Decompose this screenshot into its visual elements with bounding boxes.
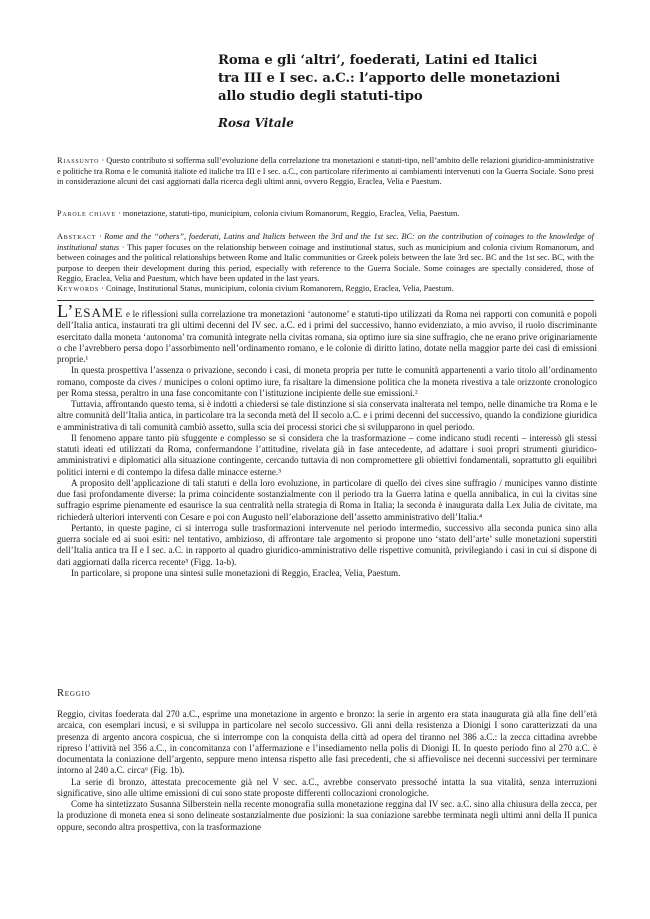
separator-line [57,300,594,301]
abstract [57,232,594,285]
title-line-3: allo studio degli statuti-tipo [218,89,423,104]
dropcap-opening: L’esame [57,301,124,321]
riassunto [57,156,594,188]
parole-chiave [57,209,594,220]
abstract-text: · This paper focuses on the relationship between coinage and institutional status, such as municipium and colonia civium Romanorum, and between coinages and the political relationships between Rome and Italic communities or Greek poleis between the late 3rd sec. BC and the 1st sec. BC, with the purpose to deepen their development during this period, especially with reference to the Guerra Sociale. Some coinages are specially considered, those of Reggio, Eraclea, Velia and Paestum, which have been updated in the last years. [57,242,594,284]
section-paragraph-1: Reggio, civitas foederata dal 270 a.C., esprime una monetazione in argento e bronzo: la serie in argento era stata inaugurata già alla fine dell’età arcaica, con esemplari incusi, e si sviluppa in particolare nel secolo successivo. Gli anni della resistenza a Dionigi I sono caratterizzati da una presenza di argento ancora cospicua, che si interrompe con la conquista della città ad opera del tiranno nel 386 a.C.: la zecca cittadina avrebbe ripreso l’attività nel 356 a.C., in concomitanza con l’affermazione e l’insediamento nella polis di Dionigi II. In questo periodo fino al 270 a.C. è documentata la coniazione dell’argento, seppure meno intensa rispetto alle fasi precedenti, che si affievolisce nei decenni successivi per terminare intorno al 240 a.C. circa⁶ (Fig. 1b). [57,709,597,776]
section-heading-reggio: Reggio [57,688,91,699]
body-paragraph-5: A proposito dell’applicazione di tali statuti e della loro evoluzione, in particolare di quello dei cives sine suffragio / municipes vanno distinte due fasi profondamente diverse: la prima coincidente sostanzialmente con il periodo tra la Guerra latina e quella annibalica, in cui la civitas sine suffragio esprime pienamente ed esaurisce la sua centralità nella strategia di Roma in Italia; la seconda è inaugurata dalla Lex Julia de civitate, ma richiederà ulteriori interventi con Cesare e poi con Augusto nell’elaborazione dell’assetto amministrativo dell’Italia.⁴ [57,477,597,522]
section-body [57,709,597,833]
parole-chiave-label: Parole chiave [57,209,116,218]
author-name: Rosa Vitale [218,116,294,130]
riassunto-label: Riassunto [57,156,100,165]
body-paragraph-2: In questa prospettiva l’assenza o privazione, secondo i casi, di moneta propria per tutte le comunità appartenenti a vario titolo all’ordinamento romano, composte da cives / municipes o coloni optimo iure, fa risaltare la dimensione politica che la moneta rivestiva a tale orizzonte cronologico per Roma stessa, peraltro in una fase concomitante con l’istituzione incipiente delle sue emissioni.² [57,365,597,398]
body-paragraph-4: Il fenomeno appare tanto più sfuggente e complesso se si considera che la trasformazione – come indicano studi recenti – interessò gli stessi statuti ideati ed utilizzati da Roma, confermandone l’attitudine, rivelata già in fase antecedente, ad adattare i suoi propri strumenti giuridico-amministrativi e diplomatici alla situazione contingente, cercando tuttavia di non compromettere gli obiettivi fondamentali, soprattutto gli equilibri politici interni e di contempo la difesa dalle minacce esterne.³ [57,432,597,477]
parole-chiave-text: · monetazione, statuti-tipo, municipium, colonia civium Romanorum, Reggio, Eraclea, Velia, Paestum. [115,209,460,218]
main-body [57,301,597,579]
keywords-label: Keywords [57,284,100,293]
abstract-title: · Rome and the “others”, foederati, Latins and Italicts between the 3rd and the 1st sec. BC: on the contribution of coinages to the knowledge of institutional status [57,232,594,252]
body-paragraph-6: Pertanto, in queste pagine, ci si interroga sulle trasformazioni intervenute nel periodo intermedio, successivo alla seconda punica sino alla guerra sociale ed ai suoi esiti: nel tentativo, ambizioso, di affrontare tale argomento si propone uno ‘stato dell’arte’ sulle monetazioni superstiti dell’Italia antica tra II e I sec. a.C. in rapporto al quadro giuridico-amministrativo delle rispettive comunità, privilegiando i casi in cui si dispone di dati aggiornati dalla ricerca recente⁵ (Figg. 1a-b). [57,522,597,567]
riassunto-text: · Questo contributo si sofferma sull’evoluzione della correlazione tra monetazioni e statuti-tipo, nell’ambito delle relazioni giuridico-amministrative e politiche tra Roma e le comunità italiote ed italiche tra III e I sec. a.C., con particolare riferimento ai cambiamenti intervenuti con la Guerra Sociale. Sono presi in considerazione alcuni dei casi aggiornati dalla ricerca degli ultimi anni, ovvero Reggio, Eraclea, Velia e Paestum. [57,156,594,187]
abstract-label: Abstract [57,232,97,241]
body-paragraph-7: In particolare, si propone una sintesi sulle monetazioni di Reggio, Eraclea, Velia, Paestum. [71,567,401,578]
title-line-2: tra III e I sec. a.C.: l’apporto delle monetazioni [218,71,561,86]
body-paragraph-1: L’esame e le riflessioni sulla correlazione tra monetazioni ‘autonome’ e statuti-tipo utilizzati da Roma nei rapporti con comunità e popoli dell’Italia antica, instaurati tra gli ultimi decenni del IV sec. a.C. ed i primi del successivo, hanno evidenziato, a mio avviso, il ruolo discriminante esercitato dalla moneta ‘autonoma’ tra comunità integrate nella civitas romana, sia optimo iure sia sine suffragio, che ne erano prive originariamente o che l’avrebbero persa dopo l’assorbimento nell’ordinamento romano, e le colonie di diritto latino, dotate nella maggior parte dei casi di emissioni proprie.¹ [57,301,597,364]
title-line-1: Roma e gli ‘altri’, foederati, Latini ed Italici [218,53,538,68]
title-block [218,52,618,130]
body-paragraph-3: Tuttavia, affrontando questo tema, si è indotti a chiedersi se tale distinzione si sia conservata inalterata nel tempo, nelle dinamiche tra Roma e le altre comunità dell’Italia antica, in particolare tra la seconda metà del II secolo a.C. e i primi decenni del successivo, quando la condizione giuridica e amministrativa di tali comunità cambiò assetto, sulla scia dei processi storici che si svilupparono in quel periodo. [57,399,597,432]
section-paragraph-2: La serie di bronzo, attestata precocemente già nel V sec. a.C., avrebbe conservato pressoché intatta la sua vitalità, senza interruzioni significative, sino alle ultime emissioni di cui sono state proposte differenti collocazioni cronologiche. [57,776,597,798]
section-paragraph-3: Come ha sintetizzato Susanna Silberstein nella recente monografia sulla monetazione reggina dal IV sec. a.C. sino alla chiusura della zecca, per la produzione di moneta enea si sono delineate sostanzialmente due posizioni: la sua coniazione sarebbe terminata negli ultimi anni della II punica oppure, secondo altra prospettiva, con la trasformazione [57,799,597,832]
keywords-text: · Coinage, Institutional Status, municipium, colonia civium Romanorem, Reggio, Eraclea, Velia, Paestum. [99,284,454,293]
keywords [57,284,594,295]
